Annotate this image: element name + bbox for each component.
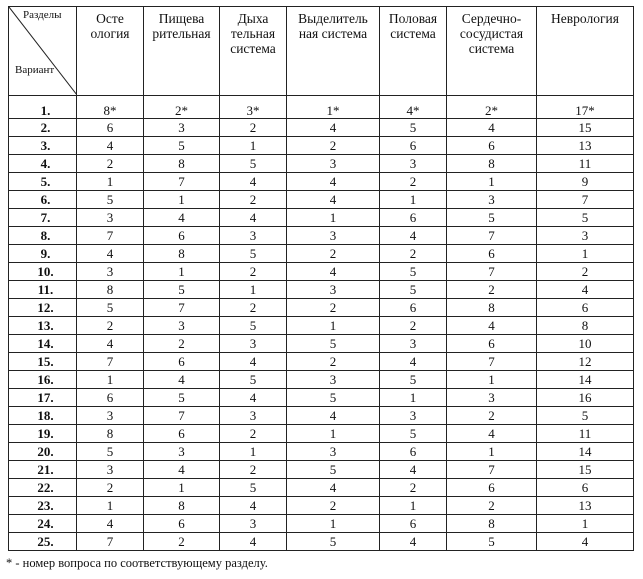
question-number-cell: 4 xyxy=(220,389,287,407)
question-number-cell: 8 xyxy=(77,425,144,443)
column-header-line: Половая xyxy=(388,11,438,26)
question-number-cell: 6 xyxy=(380,299,447,317)
variant-number: 15. xyxy=(9,353,77,371)
question-number-cell: 5 xyxy=(220,371,287,389)
question-number-cell: 2 xyxy=(220,425,287,443)
table-row xyxy=(9,209,634,227)
question-number-cell: 4 xyxy=(144,461,220,479)
question-number-cell: 3 xyxy=(287,281,380,299)
question-number-cell: 1* xyxy=(287,96,380,119)
table-row xyxy=(9,281,634,299)
question-number-cell: 1 xyxy=(447,371,537,389)
question-number-cell: 6 xyxy=(144,425,220,443)
question-number-cell: 6 xyxy=(144,227,220,245)
question-number-cell: 8 xyxy=(447,299,537,317)
question-number-cell: 2 xyxy=(220,119,287,137)
question-number-cell: 1 xyxy=(220,281,287,299)
question-number-cell: 2 xyxy=(537,263,634,281)
question-number-cell: 3 xyxy=(77,209,144,227)
question-number-cell: 5 xyxy=(380,371,447,389)
table-row xyxy=(9,317,634,335)
table-row xyxy=(9,335,634,353)
question-number-cell: 4 xyxy=(287,173,380,191)
question-number-cell: 2 xyxy=(447,497,537,515)
question-number-cell: 15 xyxy=(537,119,634,137)
question-number-cell: 2 xyxy=(287,137,380,155)
question-number-cell: 7 xyxy=(144,299,220,317)
variant-number: 7. xyxy=(9,209,77,227)
question-number-cell: 1 xyxy=(380,497,447,515)
question-number-cell: 5 xyxy=(380,263,447,281)
table-row xyxy=(9,137,634,155)
question-number-cell: 8 xyxy=(144,497,220,515)
question-number-cell: 2 xyxy=(380,317,447,335)
question-number-cell: 2 xyxy=(380,245,447,263)
variant-number: 10. xyxy=(9,263,77,281)
question-number-cell: 1 xyxy=(380,389,447,407)
question-number-cell: 13 xyxy=(537,137,634,155)
question-number-cell: 3 xyxy=(380,407,447,425)
question-number-cell: 4 xyxy=(220,173,287,191)
question-number-cell: 1 xyxy=(287,317,380,335)
question-number-cell: 1 xyxy=(537,245,634,263)
question-number-cell: 2 xyxy=(77,479,144,497)
question-number-cell: 2 xyxy=(380,173,447,191)
question-number-cell: 5 xyxy=(537,209,634,227)
question-number-cell: 6 xyxy=(77,389,144,407)
corner-cell xyxy=(9,7,77,96)
table-row xyxy=(9,461,634,479)
question-number-cell: 4 xyxy=(447,317,537,335)
variant-number: 20. xyxy=(9,443,77,461)
question-number-cell: 4 xyxy=(77,245,144,263)
header-row xyxy=(9,7,634,96)
question-number-cell: 1 xyxy=(77,497,144,515)
question-number-cell: 8* xyxy=(77,96,144,119)
question-number-cell: 3 xyxy=(447,191,537,209)
variant-number: 1. xyxy=(9,96,77,119)
question-number-cell: 3 xyxy=(287,227,380,245)
question-number-cell: 4 xyxy=(77,335,144,353)
question-number-cell: 4 xyxy=(144,371,220,389)
column-header-line: ология xyxy=(90,26,130,41)
question-number-cell: 4 xyxy=(380,353,447,371)
variant-number: 6. xyxy=(9,191,77,209)
question-number-cell: 1 xyxy=(144,191,220,209)
question-number-cell: 8 xyxy=(447,515,537,533)
question-number-cell: 17* xyxy=(537,96,634,119)
question-number-cell: 14 xyxy=(537,371,634,389)
table-row xyxy=(9,533,634,551)
table-row xyxy=(9,407,634,425)
question-number-cell: 5 xyxy=(537,407,634,425)
column-header-line: Неврология xyxy=(551,11,619,26)
variant-number: 22. xyxy=(9,479,77,497)
question-number-cell: 4 xyxy=(287,119,380,137)
question-number-cell: 1 xyxy=(287,515,380,533)
variant-number: 17. xyxy=(9,389,77,407)
question-number-cell: 3 xyxy=(220,227,287,245)
question-number-cell: 1 xyxy=(380,191,447,209)
column-header-line: Дыха xyxy=(237,11,269,26)
question-number-cell: 5 xyxy=(77,443,144,461)
column-header-line: Выделитель xyxy=(298,11,368,26)
question-number-cell: 12 xyxy=(537,353,634,371)
column-header xyxy=(220,7,287,96)
question-number-cell: 2 xyxy=(380,479,447,497)
question-number-cell: 6 xyxy=(144,353,220,371)
variants-table-wrapper xyxy=(8,6,634,551)
column-header-line: система xyxy=(230,41,276,56)
question-number-cell: 11 xyxy=(537,155,634,173)
variant-number: 12. xyxy=(9,299,77,317)
variant-number: 23. xyxy=(9,497,77,515)
variant-number: 25. xyxy=(9,533,77,551)
question-number-cell: 8 xyxy=(144,155,220,173)
variant-number: 21. xyxy=(9,461,77,479)
question-number-cell: 2 xyxy=(77,317,144,335)
question-number-cell: 6 xyxy=(380,515,447,533)
column-header-line: Пищева xyxy=(158,11,205,26)
question-number-cell: 8 xyxy=(537,317,634,335)
question-number-cell: 7 xyxy=(144,407,220,425)
table-row xyxy=(9,155,634,173)
question-number-cell: 2* xyxy=(144,96,220,119)
question-number-cell: 6 xyxy=(447,479,537,497)
question-number-cell: 2 xyxy=(287,497,380,515)
question-number-cell: 3 xyxy=(220,407,287,425)
question-number-cell: 2 xyxy=(220,461,287,479)
question-number-cell: 2 xyxy=(220,191,287,209)
variant-number: 14. xyxy=(9,335,77,353)
question-number-cell: 4 xyxy=(380,533,447,551)
question-number-cell: 6 xyxy=(380,137,447,155)
question-number-cell: 3 xyxy=(537,227,634,245)
question-number-cell: 1 xyxy=(447,443,537,461)
table-row xyxy=(9,191,634,209)
question-number-cell: 7 xyxy=(144,173,220,191)
question-number-cell: 6 xyxy=(380,209,447,227)
column-header-line: Осте xyxy=(96,11,124,26)
question-number-cell: 5 xyxy=(380,119,447,137)
variant-number: 11. xyxy=(9,281,77,299)
question-number-cell: 1 xyxy=(77,173,144,191)
question-number-cell: 1 xyxy=(220,137,287,155)
question-number-cell: 1 xyxy=(537,515,634,533)
question-number-cell: 6 xyxy=(447,335,537,353)
column-header-line: Сердечно- xyxy=(461,11,522,26)
question-number-cell: 6 xyxy=(380,443,447,461)
question-number-cell: 3 xyxy=(287,155,380,173)
question-number-cell: 5 xyxy=(77,191,144,209)
variant-number: 4. xyxy=(9,155,77,173)
question-number-cell: 5 xyxy=(220,155,287,173)
question-number-cell: 5 xyxy=(220,479,287,497)
question-number-cell: 1 xyxy=(447,173,537,191)
question-number-cell: 6 xyxy=(447,137,537,155)
question-number-cell: 2 xyxy=(287,299,380,317)
question-number-cell: 7 xyxy=(447,263,537,281)
question-number-cell: 2* xyxy=(447,96,537,119)
question-number-cell: 4 xyxy=(380,227,447,245)
question-number-cell: 2 xyxy=(144,335,220,353)
question-number-cell: 3 xyxy=(220,335,287,353)
question-number-cell: 4 xyxy=(287,407,380,425)
question-number-cell: 5 xyxy=(447,209,537,227)
variant-number: 18. xyxy=(9,407,77,425)
question-number-cell: 4 xyxy=(287,191,380,209)
question-number-cell: 3 xyxy=(77,461,144,479)
question-number-cell: 5 xyxy=(380,281,447,299)
question-number-cell: 6 xyxy=(77,119,144,137)
table-row xyxy=(9,96,634,119)
question-number-cell: 1 xyxy=(77,371,144,389)
corner-variant-label: Вариант xyxy=(15,64,55,76)
column-header xyxy=(144,7,220,96)
column-header xyxy=(537,7,634,96)
question-number-cell: 5 xyxy=(77,299,144,317)
question-number-cell: 3 xyxy=(287,371,380,389)
question-number-cell: 3 xyxy=(380,335,447,353)
question-number-cell: 3 xyxy=(144,317,220,335)
question-number-cell: 1 xyxy=(144,263,220,281)
question-number-cell: 4 xyxy=(537,281,634,299)
variant-number: 19. xyxy=(9,425,77,443)
question-number-cell: 7 xyxy=(447,461,537,479)
question-number-cell: 7 xyxy=(537,191,634,209)
question-number-cell: 4 xyxy=(77,515,144,533)
table-row xyxy=(9,263,634,281)
column-header-line: тельная xyxy=(230,26,276,41)
column-header-line: рительная xyxy=(152,26,211,41)
question-number-cell: 4* xyxy=(380,96,447,119)
question-number-cell: 3 xyxy=(447,389,537,407)
variant-number: 3. xyxy=(9,137,77,155)
question-number-cell: 4 xyxy=(380,461,447,479)
question-number-cell: 4 xyxy=(287,479,380,497)
column-header-line: сосудистая xyxy=(459,26,524,41)
question-number-cell: 2 xyxy=(220,299,287,317)
question-number-cell: 2 xyxy=(447,407,537,425)
column-header xyxy=(287,7,380,96)
column-header-line: система xyxy=(468,41,515,56)
variant-number: 9. xyxy=(9,245,77,263)
question-number-cell: 10 xyxy=(537,335,634,353)
table-row xyxy=(9,173,634,191)
question-number-cell: 4 xyxy=(220,533,287,551)
question-number-cell: 6 xyxy=(447,245,537,263)
question-number-cell: 3 xyxy=(144,443,220,461)
question-number-cell: 8 xyxy=(77,281,144,299)
table-row xyxy=(9,479,634,497)
question-number-cell: 4 xyxy=(220,209,287,227)
column-header xyxy=(447,7,537,96)
question-number-cell: 7 xyxy=(447,353,537,371)
column-header-line: ная система xyxy=(298,26,368,41)
question-number-cell: 6 xyxy=(144,515,220,533)
question-number-cell: 7 xyxy=(447,227,537,245)
variant-number: 24. xyxy=(9,515,77,533)
question-number-cell: 1 xyxy=(144,479,220,497)
question-number-cell: 8 xyxy=(144,245,220,263)
table-row xyxy=(9,389,634,407)
question-number-cell: 1 xyxy=(287,209,380,227)
footnote: * - номер вопроса по соответствующему разделу. xyxy=(6,556,268,570)
variants-table xyxy=(8,6,634,551)
question-number-cell: 9 xyxy=(537,173,634,191)
question-number-cell: 4 xyxy=(220,353,287,371)
question-number-cell: 2 xyxy=(220,263,287,281)
question-number-cell: 4 xyxy=(537,533,634,551)
question-number-cell: 3 xyxy=(220,515,287,533)
variant-number: 16. xyxy=(9,371,77,389)
question-number-cell: 4 xyxy=(77,137,144,155)
question-number-cell: 5 xyxy=(220,317,287,335)
table-row xyxy=(9,371,634,389)
table-row xyxy=(9,119,634,137)
question-number-cell: 5 xyxy=(380,425,447,443)
corner-sections-label: Разделы xyxy=(23,9,62,21)
table-row xyxy=(9,245,634,263)
question-number-cell: 7 xyxy=(77,227,144,245)
table-row xyxy=(9,443,634,461)
question-number-cell: 13 xyxy=(537,497,634,515)
question-number-cell: 16 xyxy=(537,389,634,407)
question-number-cell: 3 xyxy=(144,119,220,137)
column-header xyxy=(77,7,144,96)
question-number-cell: 4 xyxy=(220,497,287,515)
question-number-cell: 1 xyxy=(220,443,287,461)
table-row xyxy=(9,299,634,317)
variant-number: 8. xyxy=(9,227,77,245)
question-number-cell: 5 xyxy=(287,389,380,407)
question-number-cell: 4 xyxy=(144,209,220,227)
table-row xyxy=(9,353,634,371)
column-header xyxy=(380,7,447,96)
question-number-cell: 5 xyxy=(144,281,220,299)
question-number-cell: 3 xyxy=(287,443,380,461)
question-number-cell: 3 xyxy=(380,155,447,173)
question-number-cell: 5 xyxy=(144,389,220,407)
variant-number: 2. xyxy=(9,119,77,137)
question-number-cell: 3* xyxy=(220,96,287,119)
column-header-line: система xyxy=(390,26,436,41)
question-number-cell: 2 xyxy=(447,281,537,299)
question-number-cell: 4 xyxy=(287,263,380,281)
question-number-cell: 14 xyxy=(537,443,634,461)
question-number-cell: 7 xyxy=(77,353,144,371)
question-number-cell: 2 xyxy=(144,533,220,551)
question-number-cell: 15 xyxy=(537,461,634,479)
question-number-cell: 6 xyxy=(537,299,634,317)
table-row xyxy=(9,425,634,443)
table-row xyxy=(9,497,634,515)
question-number-cell: 8 xyxy=(447,155,537,173)
question-number-cell: 5 xyxy=(287,335,380,353)
question-number-cell: 2 xyxy=(287,245,380,263)
question-number-cell: 3 xyxy=(77,407,144,425)
variant-number: 13. xyxy=(9,317,77,335)
question-number-cell: 5 xyxy=(144,137,220,155)
question-number-cell: 5 xyxy=(447,533,537,551)
variant-number: 5. xyxy=(9,173,77,191)
question-number-cell: 1 xyxy=(287,425,380,443)
question-number-cell: 5 xyxy=(287,461,380,479)
question-number-cell: 6 xyxy=(537,479,634,497)
question-number-cell: 3 xyxy=(77,263,144,281)
question-number-cell: 5 xyxy=(220,245,287,263)
question-number-cell: 4 xyxy=(447,425,537,443)
question-number-cell: 7 xyxy=(77,533,144,551)
table-row xyxy=(9,515,634,533)
table-row xyxy=(9,227,634,245)
question-number-cell: 2 xyxy=(77,155,144,173)
table-body xyxy=(9,96,634,551)
question-number-cell: 4 xyxy=(447,119,537,137)
question-number-cell: 2 xyxy=(287,353,380,371)
question-number-cell: 5 xyxy=(287,533,380,551)
question-number-cell: 11 xyxy=(537,425,634,443)
